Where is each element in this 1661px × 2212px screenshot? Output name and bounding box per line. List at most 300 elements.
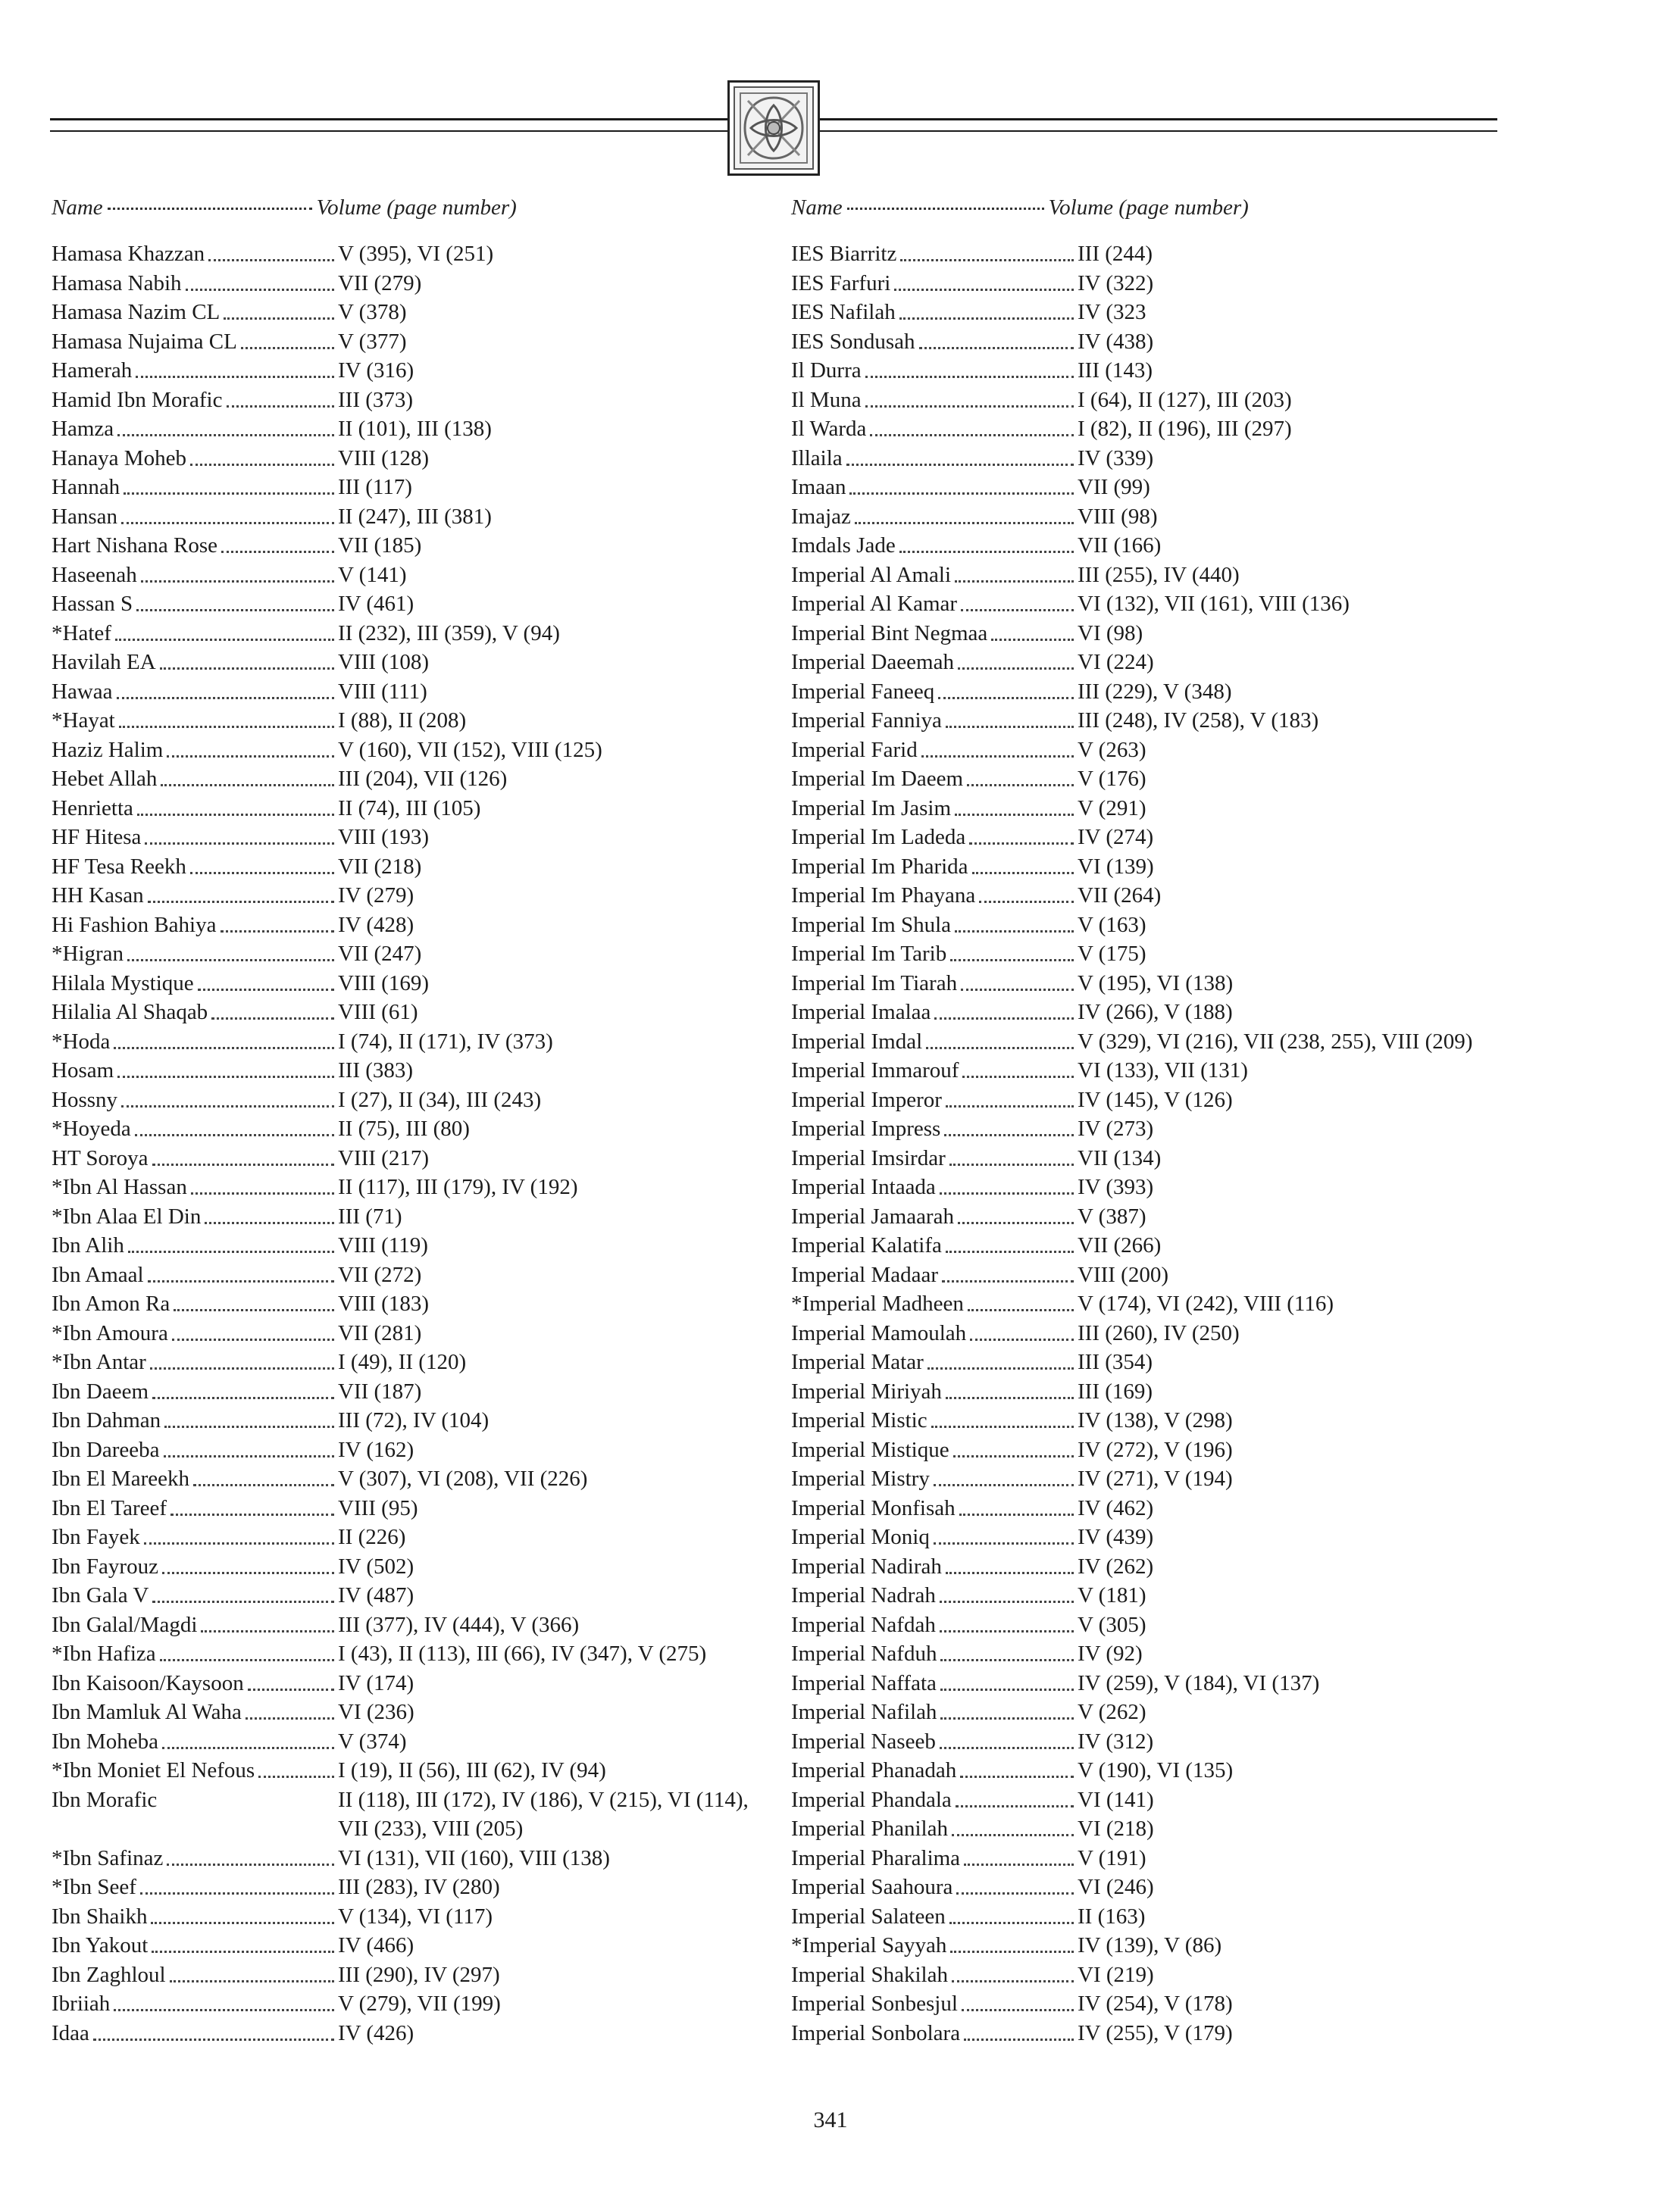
- horse-name: *Ibn Hafiza: [52, 1642, 156, 1666]
- entry-name-cell: [791, 1056, 1078, 1086]
- leader-dots: [161, 764, 334, 786]
- horse-name: Hamasa Nujaima CL: [52, 329, 237, 354]
- header-leader-dots: [108, 208, 312, 210]
- entry-name-cell: [791, 939, 1078, 969]
- volume-page-refs: III (72), IV (104): [338, 1408, 490, 1432]
- leader-dots: [921, 736, 1074, 758]
- index-entry: [791, 502, 1640, 532]
- page-number: 341: [813, 2107, 848, 2132]
- volume-page-refs: IV (266), V (188): [1078, 1000, 1233, 1024]
- entry-name-cell: [52, 764, 338, 794]
- horse-name: Hamza: [52, 417, 114, 441]
- entry-name-cell: [52, 1114, 338, 1144]
- index-entry: [791, 1289, 1640, 1319]
- volume-page-refs: III (248), IV (258), V (183): [1078, 708, 1319, 733]
- volume-page-refs: VIII (119): [338, 1233, 428, 1258]
- index-entry: [791, 1989, 1640, 2019]
- entry-name-cell: [791, 1552, 1078, 1582]
- volume-page-refs: I (74), II (171), IV (373): [338, 1029, 553, 1054]
- entry-name-cell: [791, 1114, 1078, 1144]
- leader-dots: [152, 1377, 334, 1399]
- entry-name-cell: [52, 1902, 338, 1932]
- entry-name-cell: [52, 2019, 338, 2048]
- volume-page-refs: VII (185): [338, 533, 422, 558]
- entry-name-cell: [52, 298, 338, 327]
- horse-name: *Imperial Sayyah: [791, 1933, 947, 1957]
- volume-page-refs: IV (92): [1078, 1642, 1143, 1666]
- volume-page-refs: III (244): [1078, 242, 1153, 266]
- entry-name-cell: [52, 1786, 338, 1815]
- volume-page-refs: III (229), V (348): [1078, 679, 1232, 704]
- index-entry: [52, 998, 779, 1027]
- leader-dots: [934, 998, 1074, 1020]
- volume-page-refs: III (260), IV (250): [1078, 1320, 1240, 1345]
- leader-dots: [938, 677, 1074, 699]
- horse-name: Imperial Mamoulah: [791, 1320, 967, 1345]
- entry-name-cell: [791, 1581, 1078, 1611]
- index-entry: [52, 1844, 779, 1873]
- horse-name: Hannah: [52, 475, 120, 499]
- leader-dots: [258, 1756, 334, 1778]
- leader-dots: [955, 794, 1074, 816]
- volume-page-refs: VI (236): [338, 1700, 414, 1724]
- name-header: Name: [791, 195, 843, 220]
- index-entry: [52, 561, 779, 590]
- horse-name: *Ibn Alaa El Din: [52, 1204, 202, 1229]
- leader-dots: [946, 1552, 1074, 1574]
- leader-dots: [152, 1931, 334, 1953]
- volume-page-refs: V (377): [338, 329, 407, 354]
- volume-page-refs: VIII (95): [338, 1495, 418, 1520]
- volume-page-refs: V (307), VI (208), VII (226): [338, 1467, 588, 1491]
- horse-name: Imperial Nafduh: [791, 1642, 937, 1666]
- index-entry: [52, 444, 779, 473]
- horse-name: Henrietta: [52, 795, 133, 820]
- index-entry: [52, 1931, 779, 1960]
- horse-name: IES Farfuri: [791, 270, 891, 295]
- horse-name: Ibn El Tareef: [52, 1495, 167, 1520]
- index-entry: [791, 1873, 1640, 1902]
- volume-page-refs: V (163): [1078, 912, 1146, 937]
- entry-name-cell: [52, 269, 338, 298]
- volume-page-refs: VII (134): [1078, 1145, 1162, 1170]
- volume-page-refs: IV (316): [338, 358, 414, 383]
- leader-dots: [952, 1814, 1074, 1836]
- leader-dots: [160, 648, 334, 670]
- entry-name-cell: [791, 1319, 1078, 1348]
- volume-page-refs: VII (281): [338, 1320, 422, 1345]
- volume-page-refs: IV (426): [338, 2020, 414, 2045]
- volume-page-refs: IV (271), V (194): [1078, 1467, 1233, 1491]
- horse-name: Hamerah: [52, 358, 133, 383]
- entry-name-cell: [52, 1873, 338, 1902]
- index-entry: [52, 706, 779, 736]
- index-entry: [791, 736, 1640, 765]
- volume-page-refs: II (118), III (172), IV (186), V (215), VI (114), VII (233), VIII (205): [338, 1787, 749, 1841]
- index-entry: [791, 823, 1640, 852]
- horse-name: *Hoyeda: [52, 1117, 131, 1141]
- horse-name: Imperial Impress: [791, 1117, 941, 1141]
- entry-name-cell: [52, 1756, 338, 1786]
- horse-name: Imperial Salateen: [791, 1904, 946, 1929]
- index-entry: [791, 1902, 1640, 1932]
- index-entry: [791, 1464, 1640, 1494]
- volume-page-refs: IV (274): [1078, 825, 1154, 849]
- leader-dots: [186, 269, 334, 291]
- entry-name-cell: [791, 1639, 1078, 1669]
- horse-name: Il Muna: [791, 387, 862, 412]
- leader-dots: [174, 1289, 334, 1311]
- index-entry: [52, 414, 779, 444]
- index-entry: [791, 356, 1640, 386]
- index-entry: [52, 764, 779, 794]
- volume-page-refs: VII (279): [338, 270, 422, 295]
- volume-page-refs: IV (162): [338, 1437, 414, 1462]
- horse-name: Hawaa: [52, 679, 113, 704]
- leader-dots: [193, 1464, 334, 1486]
- index-entry: [791, 1698, 1640, 1727]
- entry-name-cell: [791, 998, 1078, 1027]
- entry-name-cell: [52, 881, 338, 911]
- index-entry: [52, 502, 779, 532]
- entry-name-cell: [52, 998, 338, 1027]
- volume-page-refs: III (255), IV (440): [1078, 562, 1240, 587]
- volume-page-refs: VIII (193): [338, 825, 429, 849]
- leader-dots: [946, 706, 1074, 728]
- volume-page-refs: VIII (169): [338, 970, 429, 995]
- horse-name: Ibn Fayek: [52, 1525, 140, 1549]
- entry-name-cell: [52, 939, 338, 969]
- index-entry: [791, 589, 1640, 619]
- leader-dots: [221, 531, 334, 553]
- volume-page-refs: VI (141): [1078, 1787, 1154, 1812]
- index-entry: [791, 1173, 1640, 1202]
- index-entry: [791, 1406, 1640, 1436]
- horse-name: Imperial Imsirdar: [791, 1145, 946, 1170]
- volume-page-refs: VII (264): [1078, 883, 1162, 908]
- index-list-left: [52, 239, 779, 2048]
- leader-dots: [121, 1086, 334, 1108]
- horse-name: Imperial Farid: [791, 737, 918, 762]
- entry-name-cell: [791, 969, 1078, 998]
- volume-page-refs: III (383): [338, 1058, 414, 1083]
- leader-dots: [940, 1581, 1074, 1603]
- entry-name-cell: [791, 298, 1078, 327]
- horse-name: Ibn Shaikh: [52, 1904, 148, 1929]
- leader-dots: [140, 1873, 334, 1895]
- leader-dots: [944, 1114, 1074, 1136]
- leader-dots: [167, 1844, 334, 1866]
- volume-page-refs: VII (247): [338, 942, 422, 966]
- entry-name-cell: [791, 911, 1078, 940]
- index-entry: [52, 1406, 779, 1436]
- horse-name: Il Durra: [791, 358, 862, 383]
- volume-page-refs: IV (174): [338, 1670, 414, 1695]
- index-entry: [52, 1289, 779, 1319]
- index-entry: [791, 1319, 1640, 1348]
- index-entry: [791, 1523, 1640, 1552]
- volume-page-refs: IV (502): [338, 1554, 414, 1579]
- entry-name-cell: [52, 1173, 338, 1202]
- volume-page-refs: V (141): [338, 562, 407, 587]
- index-entry: [791, 881, 1640, 911]
- horse-name: Imperial Phanadah: [791, 1758, 957, 1782]
- volume-page-refs: VI (218): [1078, 1817, 1154, 1841]
- volume-page-refs: I (82), II (196), III (297): [1078, 417, 1292, 441]
- entry-name-cell: [52, 1931, 338, 1960]
- index-entry: [52, 794, 779, 823]
- horse-name: Imperial Im Tiarah: [791, 970, 958, 995]
- horse-name: Imperial Miriyah: [791, 1379, 942, 1404]
- leader-dots: [148, 881, 334, 903]
- index-entry: [791, 619, 1640, 648]
- index-entry: [52, 1494, 779, 1523]
- volume-page-refs: V (387): [1078, 1204, 1146, 1229]
- entry-name-cell: [791, 1173, 1078, 1202]
- horse-name: Ibn Dahman: [52, 1408, 161, 1432]
- volume-page-refs: IV (462): [1078, 1495, 1154, 1520]
- leader-dots: [190, 852, 334, 874]
- leader-dots: [970, 1319, 1074, 1341]
- horse-name: Ibn Gala V: [52, 1583, 149, 1607]
- entry-name-cell: [791, 1348, 1078, 1377]
- leader-dots: [955, 561, 1074, 583]
- index-entry: [791, 298, 1640, 327]
- horse-name: Imperial Matar: [791, 1350, 924, 1374]
- entry-name-cell: [791, 1786, 1078, 1815]
- horse-name: Imperial Faneeq: [791, 679, 935, 704]
- index-entry: [52, 1348, 779, 1377]
- volume-page-refs: VIII (183): [338, 1292, 429, 1316]
- entry-name-cell: [791, 881, 1078, 911]
- volume-page-refs: III (354): [1078, 1350, 1153, 1374]
- leader-dots: [855, 502, 1074, 524]
- leader-dots: [162, 1552, 334, 1574]
- horse-name: *Hayat: [52, 708, 115, 733]
- leader-dots: [164, 1436, 335, 1457]
- horse-name: Haziz Halim: [52, 737, 164, 762]
- horse-name: Ibn Dareeba: [52, 1437, 160, 1462]
- horse-name: Ibn Yakout: [52, 1933, 149, 1957]
- volume-page-refs: IV (439): [1078, 1525, 1154, 1549]
- index-entry: [52, 1261, 779, 1290]
- entry-name-cell: [52, 239, 338, 269]
- index-entry: [791, 1552, 1640, 1582]
- volume-page-refs: II (163): [1078, 1904, 1146, 1929]
- entry-name-cell: [791, 414, 1078, 444]
- leader-dots: [926, 1027, 1074, 1049]
- entry-name-cell: [52, 706, 338, 736]
- index-entry: [791, 561, 1640, 590]
- entry-name-cell: [52, 589, 338, 619]
- volume-page-refs: IV (145), V (126): [1078, 1087, 1233, 1112]
- volume-page-refs: VII (266): [1078, 1233, 1162, 1258]
- index-entry: [52, 327, 779, 357]
- index-entry: [52, 881, 779, 911]
- volume-page-refs: VIII (217): [338, 1145, 429, 1170]
- leader-dots: [950, 1931, 1074, 1953]
- leader-dots: [141, 561, 334, 583]
- leader-dots: [227, 386, 335, 408]
- index-entry: [52, 1873, 779, 1902]
- entry-name-cell: [791, 1698, 1078, 1727]
- horse-name: Imperial Mistique: [791, 1437, 949, 1462]
- entry-name-cell: [52, 327, 338, 357]
- horse-name: Imajaz: [791, 504, 851, 529]
- entry-name-cell: [52, 473, 338, 502]
- volume-page-refs: VIII (108): [338, 650, 429, 674]
- index-entry: [52, 911, 779, 940]
- entry-name-cell: [791, 1377, 1078, 1407]
- leader-dots: [968, 1289, 1074, 1311]
- entry-name-cell: [52, 1406, 338, 1436]
- horse-name: Imperial Phandala: [791, 1787, 952, 1812]
- leader-dots: [919, 327, 1074, 349]
- horse-name: *Higran: [52, 942, 124, 966]
- index-entry: [52, 1027, 779, 1057]
- entry-name-cell: [52, 1464, 338, 1494]
- column-header: [791, 195, 1640, 226]
- volume-page-refs: I (43), II (113), III (66), IV (347), V (275): [338, 1642, 707, 1666]
- leader-dots: [940, 1727, 1074, 1749]
- entry-name-cell: [791, 1989, 1078, 2019]
- entry-name-cell: [791, 1086, 1078, 1115]
- header-rule-bottom-left: [50, 130, 729, 132]
- volume-page-refs: IV (461): [338, 592, 414, 616]
- index-entry: [52, 1727, 779, 1757]
- volume-page-refs: IV (466): [338, 1933, 414, 1957]
- leader-dots: [246, 1698, 334, 1720]
- horse-name: Hansan: [52, 504, 117, 529]
- leader-dots: [870, 414, 1074, 436]
- leader-dots: [127, 939, 334, 961]
- volume-header: Volume (page number): [1048, 195, 1249, 220]
- entry-name-cell: [52, 502, 338, 532]
- leader-dots: [160, 1639, 334, 1661]
- volume-page-refs: IV (273): [1078, 1117, 1154, 1141]
- volume-page-refs: V (190), VI (135): [1078, 1758, 1234, 1782]
- volume-page-refs: V (263): [1078, 737, 1146, 762]
- entry-name-cell: [52, 1523, 338, 1552]
- volume-page-refs: IV (323: [1078, 300, 1146, 324]
- horse-name: Imperial Naseeb: [791, 1729, 936, 1754]
- horse-name: Imperial Immarouf: [791, 1058, 959, 1083]
- entry-name-cell: [791, 1406, 1078, 1436]
- volume-page-refs: I (49), II (120): [338, 1350, 467, 1374]
- entry-name-cell: [791, 1844, 1078, 1873]
- index-entry: [52, 1056, 779, 1086]
- horse-name: *Hoda: [52, 1029, 111, 1054]
- leader-dots: [972, 852, 1074, 874]
- horse-name: Imperial Al Kamar: [791, 592, 958, 616]
- entry-name-cell: [791, 386, 1078, 415]
- entry-name-cell: [791, 1464, 1078, 1494]
- leader-dots: [865, 356, 1074, 378]
- index-entry: [52, 1231, 779, 1261]
- index-entry: [791, 1814, 1640, 1844]
- index-entry: [791, 1436, 1640, 1465]
- index-entry: [52, 473, 779, 502]
- horse-name: HF Hitesa: [52, 825, 142, 849]
- entry-name-cell: [791, 589, 1078, 619]
- index-entry: [791, 1727, 1640, 1757]
- index-entry: [52, 1960, 779, 1990]
- leader-dots: [946, 1231, 1074, 1253]
- entry-name-cell: [52, 1289, 338, 1319]
- horse-name: Imperial Al Amali: [791, 562, 952, 587]
- horse-name: *Ibn Moniet El Nefous: [52, 1758, 255, 1782]
- horse-name: Hilala Mystique: [52, 970, 194, 995]
- volume-page-refs: III (373): [338, 387, 414, 412]
- leader-dots: [121, 502, 334, 524]
- leader-dots: [940, 1611, 1074, 1632]
- entry-name-cell: [52, 1086, 338, 1115]
- volume-page-refs: VI (219): [1078, 1962, 1154, 1987]
- leader-dots: [952, 1960, 1074, 1982]
- leader-dots: [161, 1786, 334, 1805]
- index-entry: [52, 1989, 779, 2019]
- horse-name: Hosam: [52, 1058, 114, 1083]
- horse-name: Imperial Mistry: [791, 1467, 930, 1491]
- leader-dots: [959, 1494, 1074, 1516]
- index-entry: [791, 1027, 1640, 1057]
- entry-name-cell: [791, 1289, 1078, 1319]
- horse-name: Hassan S: [52, 592, 133, 616]
- entry-name-cell: [791, 823, 1078, 852]
- index-entry: [791, 794, 1640, 823]
- index-entry: [52, 1144, 779, 1173]
- entry-name-cell: [791, 1960, 1078, 1990]
- entry-name-cell: [791, 502, 1078, 532]
- leader-dots: [846, 444, 1074, 466]
- horse-name: Idaa: [52, 2020, 89, 2045]
- horse-name: Imperial Jamaarah: [791, 1204, 954, 1229]
- horse-name: Imperial Bint Negmaa: [791, 620, 988, 645]
- volume-page-refs: I (27), II (34), III (243): [338, 1087, 542, 1112]
- entry-name-cell: [791, 794, 1078, 823]
- entry-name-cell: [52, 1494, 338, 1523]
- leader-dots: [190, 444, 334, 466]
- entry-name-cell: [52, 794, 338, 823]
- entry-name-cell: [791, 648, 1078, 677]
- entry-name-cell: [52, 1552, 338, 1582]
- leader-dots: [940, 1639, 1074, 1661]
- volume-header: Volume (page number): [316, 195, 517, 220]
- index-entry: [52, 852, 779, 882]
- entry-name-cell: [52, 1611, 338, 1640]
- horse-name: HF Tesa Reekh: [52, 854, 186, 879]
- volume-page-refs: VI (131), VII (160), VIII (138): [338, 1845, 610, 1870]
- leader-dots: [934, 1464, 1074, 1486]
- volume-page-refs: III (71): [338, 1204, 402, 1229]
- leader-dots: [205, 1202, 334, 1224]
- volume-page-refs: VI (132), VII (161), VIII (136): [1078, 592, 1350, 616]
- index-entry: [791, 1231, 1640, 1261]
- entry-name-cell: [791, 677, 1078, 707]
- entry-name-cell: [791, 327, 1078, 357]
- index-entry: [791, 1844, 1640, 1873]
- horse-name: Imperial Monfisah: [791, 1495, 956, 1520]
- leader-dots: [191, 1173, 334, 1195]
- volume-page-refs: IV (138), V (298): [1078, 1408, 1233, 1432]
- horse-name: Imperial Intaada: [791, 1175, 936, 1199]
- leader-dots: [960, 1756, 1074, 1778]
- horse-name: Imperial Daeemah: [791, 650, 954, 674]
- leader-dots: [162, 1727, 334, 1749]
- volume-page-refs: V (195), VI (138): [1078, 970, 1234, 995]
- leader-dots: [953, 1436, 1074, 1457]
- volume-page-refs: I (19), II (56), III (62), IV (94): [338, 1758, 606, 1782]
